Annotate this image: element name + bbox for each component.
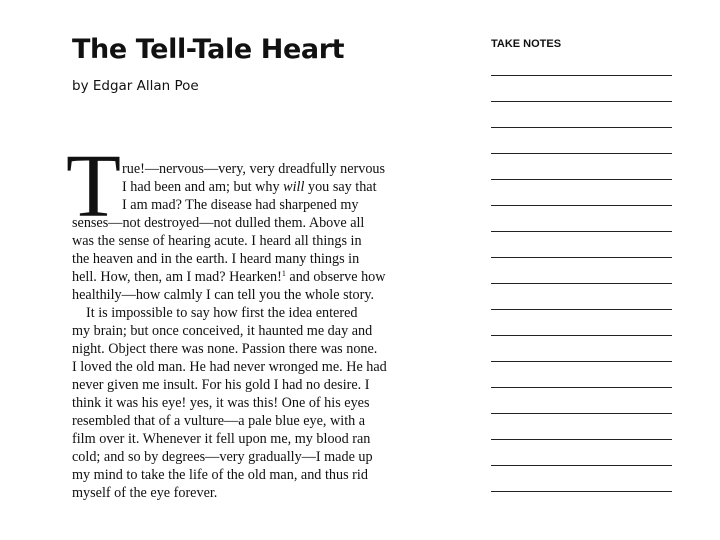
note-line[interactable] bbox=[491, 387, 672, 388]
note-line[interactable] bbox=[491, 335, 672, 336]
footnote-marker: resembled that of a vulture—a pale blue eye, with a bbox=[72, 413, 366, 429]
footnote-marker: the heaven and in the earth. I heard many things in bbox=[72, 251, 360, 267]
note-line[interactable] bbox=[491, 75, 672, 76]
story-line bbox=[72, 412, 365, 430]
story-line bbox=[72, 430, 370, 448]
story-line bbox=[72, 340, 377, 358]
story-line bbox=[122, 178, 377, 196]
author-byline: by Edgar Allan Poe bbox=[72, 78, 199, 94]
note-line[interactable] bbox=[491, 101, 672, 102]
footnote-marker: 1 bbox=[281, 269, 286, 278]
page-title: The Tell-Tale Heart bbox=[72, 34, 345, 65]
note-line[interactable] bbox=[491, 413, 672, 414]
note-line[interactable] bbox=[491, 257, 672, 258]
note-line[interactable] bbox=[491, 361, 672, 362]
story-line bbox=[72, 268, 386, 286]
note-line[interactable] bbox=[491, 153, 672, 154]
footnote-marker: I loved the old man. He had never wronged me. He had bbox=[72, 359, 387, 375]
note-line[interactable] bbox=[491, 491, 672, 492]
story-text-span: will bbox=[283, 179, 305, 195]
story-line bbox=[72, 232, 362, 250]
footnote-marker: you say that bbox=[304, 179, 377, 195]
drop-cap: T bbox=[66, 137, 121, 236]
footnote-marker: was the sense of hearing acute. I heard all things in bbox=[72, 233, 362, 249]
note-line[interactable] bbox=[491, 179, 672, 180]
footnote-marker: I had been and am; but why bbox=[122, 179, 284, 195]
footnote-marker: healthily—how calmly I can tell you the whole story. bbox=[72, 287, 375, 303]
story-line bbox=[72, 250, 359, 268]
footnote-marker: my mind to take the life of the old man, and thus rid bbox=[72, 467, 368, 483]
note-line[interactable] bbox=[491, 205, 672, 206]
story-line bbox=[72, 358, 387, 376]
footnote-marker: I am mad? The disease had sharpened my bbox=[122, 197, 359, 213]
take-notes-heading: TAKE NOTES bbox=[491, 38, 562, 50]
note-line[interactable] bbox=[491, 439, 672, 440]
footnote-marker: and observe how bbox=[285, 269, 386, 285]
footnote-marker: rue!—nervous—very, very dreadfully nervous bbox=[122, 161, 386, 177]
story-line bbox=[72, 484, 217, 502]
note-line[interactable] bbox=[491, 309, 672, 310]
footnote-marker: It is impossible to say how first the idea entered bbox=[86, 305, 358, 321]
note-line[interactable] bbox=[491, 283, 672, 284]
story-line bbox=[86, 304, 357, 322]
story-line bbox=[72, 214, 364, 232]
note-line[interactable] bbox=[491, 127, 672, 128]
story-line bbox=[72, 448, 373, 466]
story-line bbox=[72, 394, 370, 412]
footnote-marker: hell. How, then, am I mad? Hearken! bbox=[72, 269, 282, 285]
story-line bbox=[122, 160, 385, 178]
story-line bbox=[72, 286, 374, 304]
footnote-marker: cold; and so by degrees—very gradually—I made up bbox=[72, 449, 373, 465]
story-line bbox=[72, 376, 370, 394]
story-line bbox=[72, 322, 372, 340]
footnote-marker: film over it. Whenever it fell upon me, my blood ran bbox=[72, 431, 371, 447]
note-line[interactable] bbox=[491, 231, 672, 232]
footnote-marker: night. Object there was none. Passion there was none. bbox=[72, 341, 378, 357]
story-line bbox=[72, 466, 368, 484]
footnote-marker: senses—not destroyed—not dulled them. Above all bbox=[72, 215, 365, 231]
footnote-marker: think it was his eye! yes, it was this! One of his eyes bbox=[72, 395, 370, 411]
note-line[interactable] bbox=[491, 465, 672, 466]
story-line bbox=[122, 196, 359, 214]
footnote-marker: never given me insult. For his gold I had no desire. I bbox=[72, 377, 370, 393]
footnote-marker: myself of the eye forever. bbox=[72, 485, 218, 501]
footnote-marker: my brain; but once conceived, it haunted me day and bbox=[72, 323, 373, 339]
